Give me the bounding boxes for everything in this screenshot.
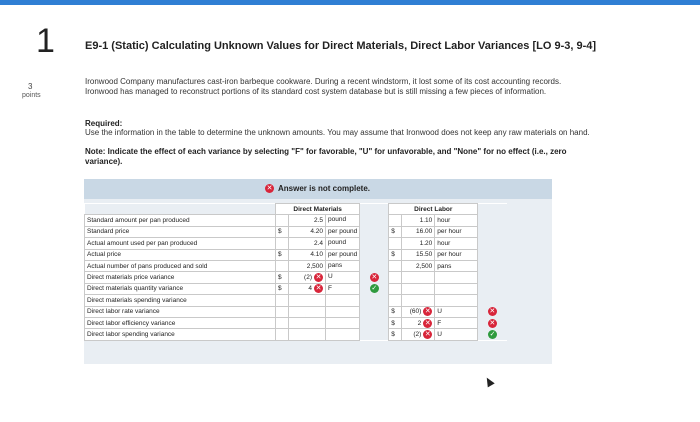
dl-variance-input[interactable]: (60) ✕ bbox=[402, 306, 435, 317]
dl-dollar: $ bbox=[389, 249, 402, 260]
question-title: E9-1 (Static) Calculating Unknown Values for Direct Materials, Direct Labor Variances [LO 9-3, 9-4] bbox=[85, 40, 597, 52]
dl-unit: per hour bbox=[435, 226, 478, 237]
table-row bbox=[85, 249, 507, 260]
mouse-cursor-icon bbox=[483, 376, 494, 388]
instruction-note: Note: Indicate the effect of each variance by selecting "F" for favorable, "U" for unfavorable, and "None" for no effect (i.e., zero variance). bbox=[85, 147, 567, 166]
dm-effect-select[interactable]: U bbox=[326, 272, 360, 283]
dl-variance-input[interactable]: (2) ✕ bbox=[402, 329, 435, 340]
row-label: Direct labor spending variance bbox=[85, 329, 276, 340]
dm-effect-select[interactable] bbox=[326, 295, 360, 306]
dm-unit: per pound bbox=[326, 249, 360, 260]
dl-unit: pans bbox=[435, 260, 478, 271]
row-label: Actual amount used per pan produced bbox=[85, 238, 276, 249]
dm-value[interactable]: 4.10 bbox=[289, 249, 326, 260]
dm-value[interactable]: 2.5 bbox=[289, 215, 326, 226]
dl-variance-input[interactable]: 2 ✕ bbox=[402, 317, 435, 328]
x-circle-icon: ✕ bbox=[315, 274, 322, 282]
table-row bbox=[85, 238, 507, 249]
dl-unit: hour bbox=[435, 238, 478, 249]
variance-table bbox=[84, 203, 507, 341]
required-text: Use the information in the table to determine the unknown amounts. You may assume that Ironwood does not keep any raw materials on hand. bbox=[85, 128, 590, 137]
dm-dollar: $ bbox=[276, 283, 289, 294]
answer-status bbox=[265, 184, 370, 193]
check-circle-icon: ✓ bbox=[371, 285, 378, 293]
points-value: 3 bbox=[28, 82, 33, 91]
dm-value[interactable]: 2,500 bbox=[289, 260, 326, 271]
x-circle-icon: ✕ bbox=[489, 308, 496, 316]
answer-status-text: Answer is not complete. bbox=[278, 184, 371, 193]
row-label: Actual price bbox=[85, 249, 276, 260]
x-circle-icon: ✕ bbox=[424, 330, 431, 338]
x-circle-icon: ✕ bbox=[489, 319, 496, 327]
dm-variance-input[interactable]: (2) ✕ bbox=[289, 272, 326, 283]
table-row bbox=[85, 295, 507, 306]
row-label: Direct materials quantity variance bbox=[85, 283, 276, 294]
table-row bbox=[85, 306, 507, 317]
dm-unit: pound bbox=[326, 238, 360, 249]
dl-unit: hour bbox=[435, 215, 478, 226]
points-label: points bbox=[22, 92, 41, 99]
x-circle-icon: ✕ bbox=[315, 285, 322, 293]
dl-effect-select[interactable]: U bbox=[435, 329, 478, 340]
check-circle-icon: ✓ bbox=[489, 330, 496, 338]
dm-dollar: $ bbox=[276, 226, 289, 237]
dl-header: Direct Labor bbox=[389, 204, 478, 215]
dl-value[interactable]: 1.20 bbox=[402, 238, 435, 249]
required-heading: Required: bbox=[85, 119, 123, 128]
dl-unit: per hour bbox=[435, 249, 478, 260]
table-row bbox=[85, 226, 507, 237]
dm-unit: pans bbox=[326, 260, 360, 271]
dm-value[interactable]: 4.20 bbox=[289, 226, 326, 237]
dl-value[interactable]: 16.00 bbox=[402, 226, 435, 237]
question-intro: Ironwood Company manufactures cast-iron barbeque cookware. During a recent windstorm, it lost some of its cost accounting records. Ironwood has managed to reconstruct portions of its standard cost system database but is still missing a few pieces of information. bbox=[85, 77, 562, 96]
dl-dollar: $ bbox=[389, 329, 402, 340]
dm-variance-input[interactable]: 4 ✕ bbox=[289, 283, 326, 294]
x-circle-icon: ✕ bbox=[424, 319, 431, 327]
dm-unit: per pound bbox=[326, 226, 360, 237]
table-row bbox=[85, 272, 507, 283]
question-number: 1 bbox=[36, 22, 55, 60]
dm-dollar: $ bbox=[276, 272, 289, 283]
dm-header: Direct Materials bbox=[276, 204, 360, 215]
dl-dollar: $ bbox=[389, 317, 402, 328]
table-row bbox=[85, 283, 507, 294]
dm-value[interactable]: 2.4 bbox=[289, 238, 326, 249]
table-row bbox=[85, 260, 507, 271]
dl-value[interactable]: 2,500 bbox=[402, 260, 435, 271]
x-circle-icon: ✕ bbox=[424, 308, 431, 316]
row-label: Direct materials spending variance bbox=[85, 295, 276, 306]
dl-effect-select[interactable]: F bbox=[435, 317, 478, 328]
x-circle-icon: ✕ bbox=[266, 185, 273, 192]
row-label: Direct labor rate variance bbox=[85, 306, 276, 317]
dm-variance-input[interactable] bbox=[289, 295, 326, 306]
table-row bbox=[85, 317, 507, 328]
row-label: Direct materials price variance bbox=[85, 272, 276, 283]
dl-effect-select[interactable]: U bbox=[435, 306, 478, 317]
x-circle-icon: ✕ bbox=[371, 274, 378, 282]
dl-dollar: $ bbox=[389, 306, 402, 317]
row-label: Standard price bbox=[85, 226, 276, 237]
dm-dollar: $ bbox=[276, 249, 289, 260]
top-accent-bar bbox=[0, 0, 700, 5]
table-header-row bbox=[85, 204, 507, 215]
table-row bbox=[85, 215, 507, 226]
dl-value[interactable]: 15.50 bbox=[402, 249, 435, 260]
dm-effect-select[interactable]: F bbox=[326, 283, 360, 294]
row-label: Standard amount per pan produced bbox=[85, 215, 276, 226]
dl-value[interactable]: 1.10 bbox=[402, 215, 435, 226]
dm-unit: pound bbox=[326, 215, 360, 226]
row-label: Actual number of pans produced and sold bbox=[85, 260, 276, 271]
table-row bbox=[85, 329, 507, 340]
row-label: Direct labor efficiency variance bbox=[85, 317, 276, 328]
dl-dollar: $ bbox=[389, 226, 402, 237]
